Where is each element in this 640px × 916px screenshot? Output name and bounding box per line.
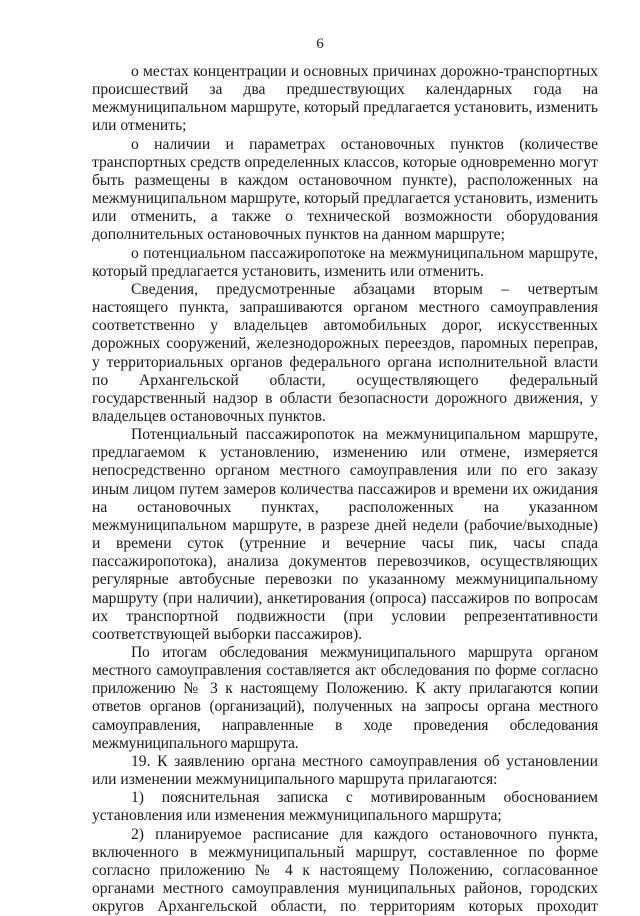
document-body (92, 63, 598, 916)
paragraph-passenger-flow-measurement: Потенциальный пассажиропоток на межмуниципальном маршруте, предлагаемом к установлению, изменению или отмене, измеряется непосредственно органом местного самоуправления или по его заказу иным лицом путем замеров количества пассажиров и времени их ожидания на остановочных пунктах, расположенных на указанном межмуниципальном маршруте, в разрезе дней недели (рабочие/выходные) и времени суток (утренние и вечерние часы пик, часы спада пассажиропотока), анализа документов перевозчиков, осуществляющих регулярные автобусные перевозки по указанному межмуниципальному маршруту (при наличии), анкетирования (опроса) пассажиров по вопросам их транспортной подвижности (при условии репрезентативности соответствующей выборки пассажиров). (92, 426, 598, 643)
paragraph-information-requests: Сведения, предусмотренные абзацами вторым – четвертым настоящего пункта, запрашиваются органом местного самоуправления соответственно у владельцев автомобильных дорог, искусственных дорожных сооружений, железнодорожных переездов, паромных переправ, у территориальных органов федерального органа исполнительной власти по Архангельской области, осуществляющего федеральный государственный надзор в области безопасности дорожного движения, у владельцев остановочных пунктов. (92, 280, 598, 425)
paragraph-stop-parameters: о наличии и параметрах остановочных пунктов (количестве транспортных средств определенных классов, которые одновременно могут быть размещены в каждом остановочном пункте), расположенных на межмуниципальном маршруте, который предлагается установить, изменить или отменить, а также о технической возможности оборудования дополнительных остановочных пунктов на данном маршруте; (92, 135, 598, 244)
paragraph-explanatory-note: 1) пояснительная записка с мотивированным обоснованием установления или изменения межмуниципального маршрута; (92, 789, 598, 825)
page-number: 6 (316, 36, 324, 52)
paragraph-accident-info: о местах концентрации и основных причинах дорожно-транспортных происшествий за два предшествующих календарных года на межмуниципальном маршруте, который предлагается установить, изменить или отменить; (92, 63, 598, 135)
paragraph-passenger-flow-info: о потенциальном пассажиропотоке на межмуниципальном маршруте, который предлагается установить, изменить или отменить. (92, 244, 598, 280)
paragraph-survey-act: По итогам обследования межмуниципального маршрута органом местного самоуправления составляется акт обследования по форме согласно приложению № 3 к настоящему Положению. К акту прилагаются копии ответов органов (организаций), полученных на запросы органа местного самоуправления, направленные в ходе проведения обследования межмуниципального маршрута. (92, 644, 598, 752)
paragraph-planned-schedule: 2) планируемое расписание для каждого остановочного пункта, включенного в межмуниципальный маршрут, составленное по форме согласно приложению № 4 к настоящему Положению, согласованное органами местного самоуправления муниципальных районов, городских округов Архангельской области, по территориям которых проходит (92, 825, 598, 916)
paragraph-item-19: 19. К заявлению органа местного самоуправления об установлении или изменении межмуниципального маршрута прилагаются: (92, 752, 598, 789)
